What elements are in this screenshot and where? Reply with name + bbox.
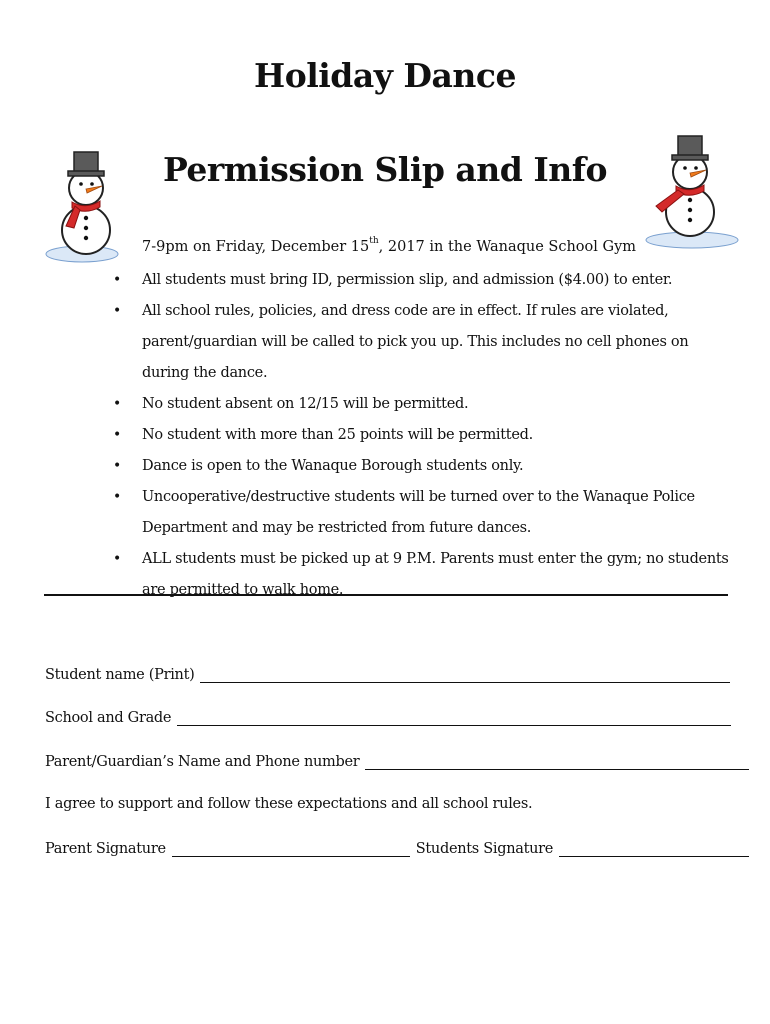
parent-contact-field[interactable]: [365, 753, 749, 770]
parent-contact-label: Parent/Guardian’s Name and Phone number: [45, 754, 360, 770]
section-divider: [44, 594, 728, 596]
agreement-row: [45, 796, 532, 812]
parent-signature-label: Parent Signature: [45, 841, 166, 857]
parent-signature-field[interactable]: [172, 840, 410, 857]
list-item: • Uncooperative/destructive students will be turned over to the Wanaque Police Department and may be restricted from future dances.: [113, 489, 695, 536]
list-item: • ALL students must be picked up at 9 P.M. Parents must enter the gym; no students are permitted to walk home.: [113, 551, 729, 598]
rules-list: [110, 265, 730, 606]
school-grade-label: School and Grade: [45, 710, 172, 726]
school-grade-row: [45, 709, 731, 726]
list-item: • No student absent on 12/15 will be permitted.: [113, 396, 469, 412]
list-item: • All school rules, policies, and dress code are in effect. If rules are violated, parent/guardian will be called to pick you up. This includes no cell phones on during the dance.: [113, 303, 689, 381]
list-item: • All students must bring ID, permission slip, and admission ($4.00) to enter.: [113, 272, 673, 288]
list-item: • Dance is open to the Wanaque Borough students only.: [113, 458, 524, 474]
student-name-row: [45, 666, 730, 683]
event-date-time: 7-9pm on Friday, December 15th, 2017 in the Wanaque School Gym: [142, 236, 637, 255]
snowman-icon: [44, 148, 124, 266]
snowman-icon: [640, 132, 740, 250]
signature-row: [45, 840, 749, 857]
page-subtitle: Permission Slip and Info: [163, 150, 607, 189]
parent-contact-row: [45, 753, 749, 770]
list-item: • No student with more than 25 points will be permitted.: [113, 427, 533, 443]
student-name-label: Student name (Print): [45, 667, 195, 683]
page-title: Holiday Dance: [254, 56, 516, 95]
student-signature-field[interactable]: [559, 840, 749, 857]
student-signature-label: Students Signature: [415, 841, 554, 857]
agreement-text: I agree to support and follow these expectations and all school rules.: [45, 796, 533, 812]
student-name-field[interactable]: [200, 666, 730, 683]
school-grade-field[interactable]: [177, 709, 731, 726]
